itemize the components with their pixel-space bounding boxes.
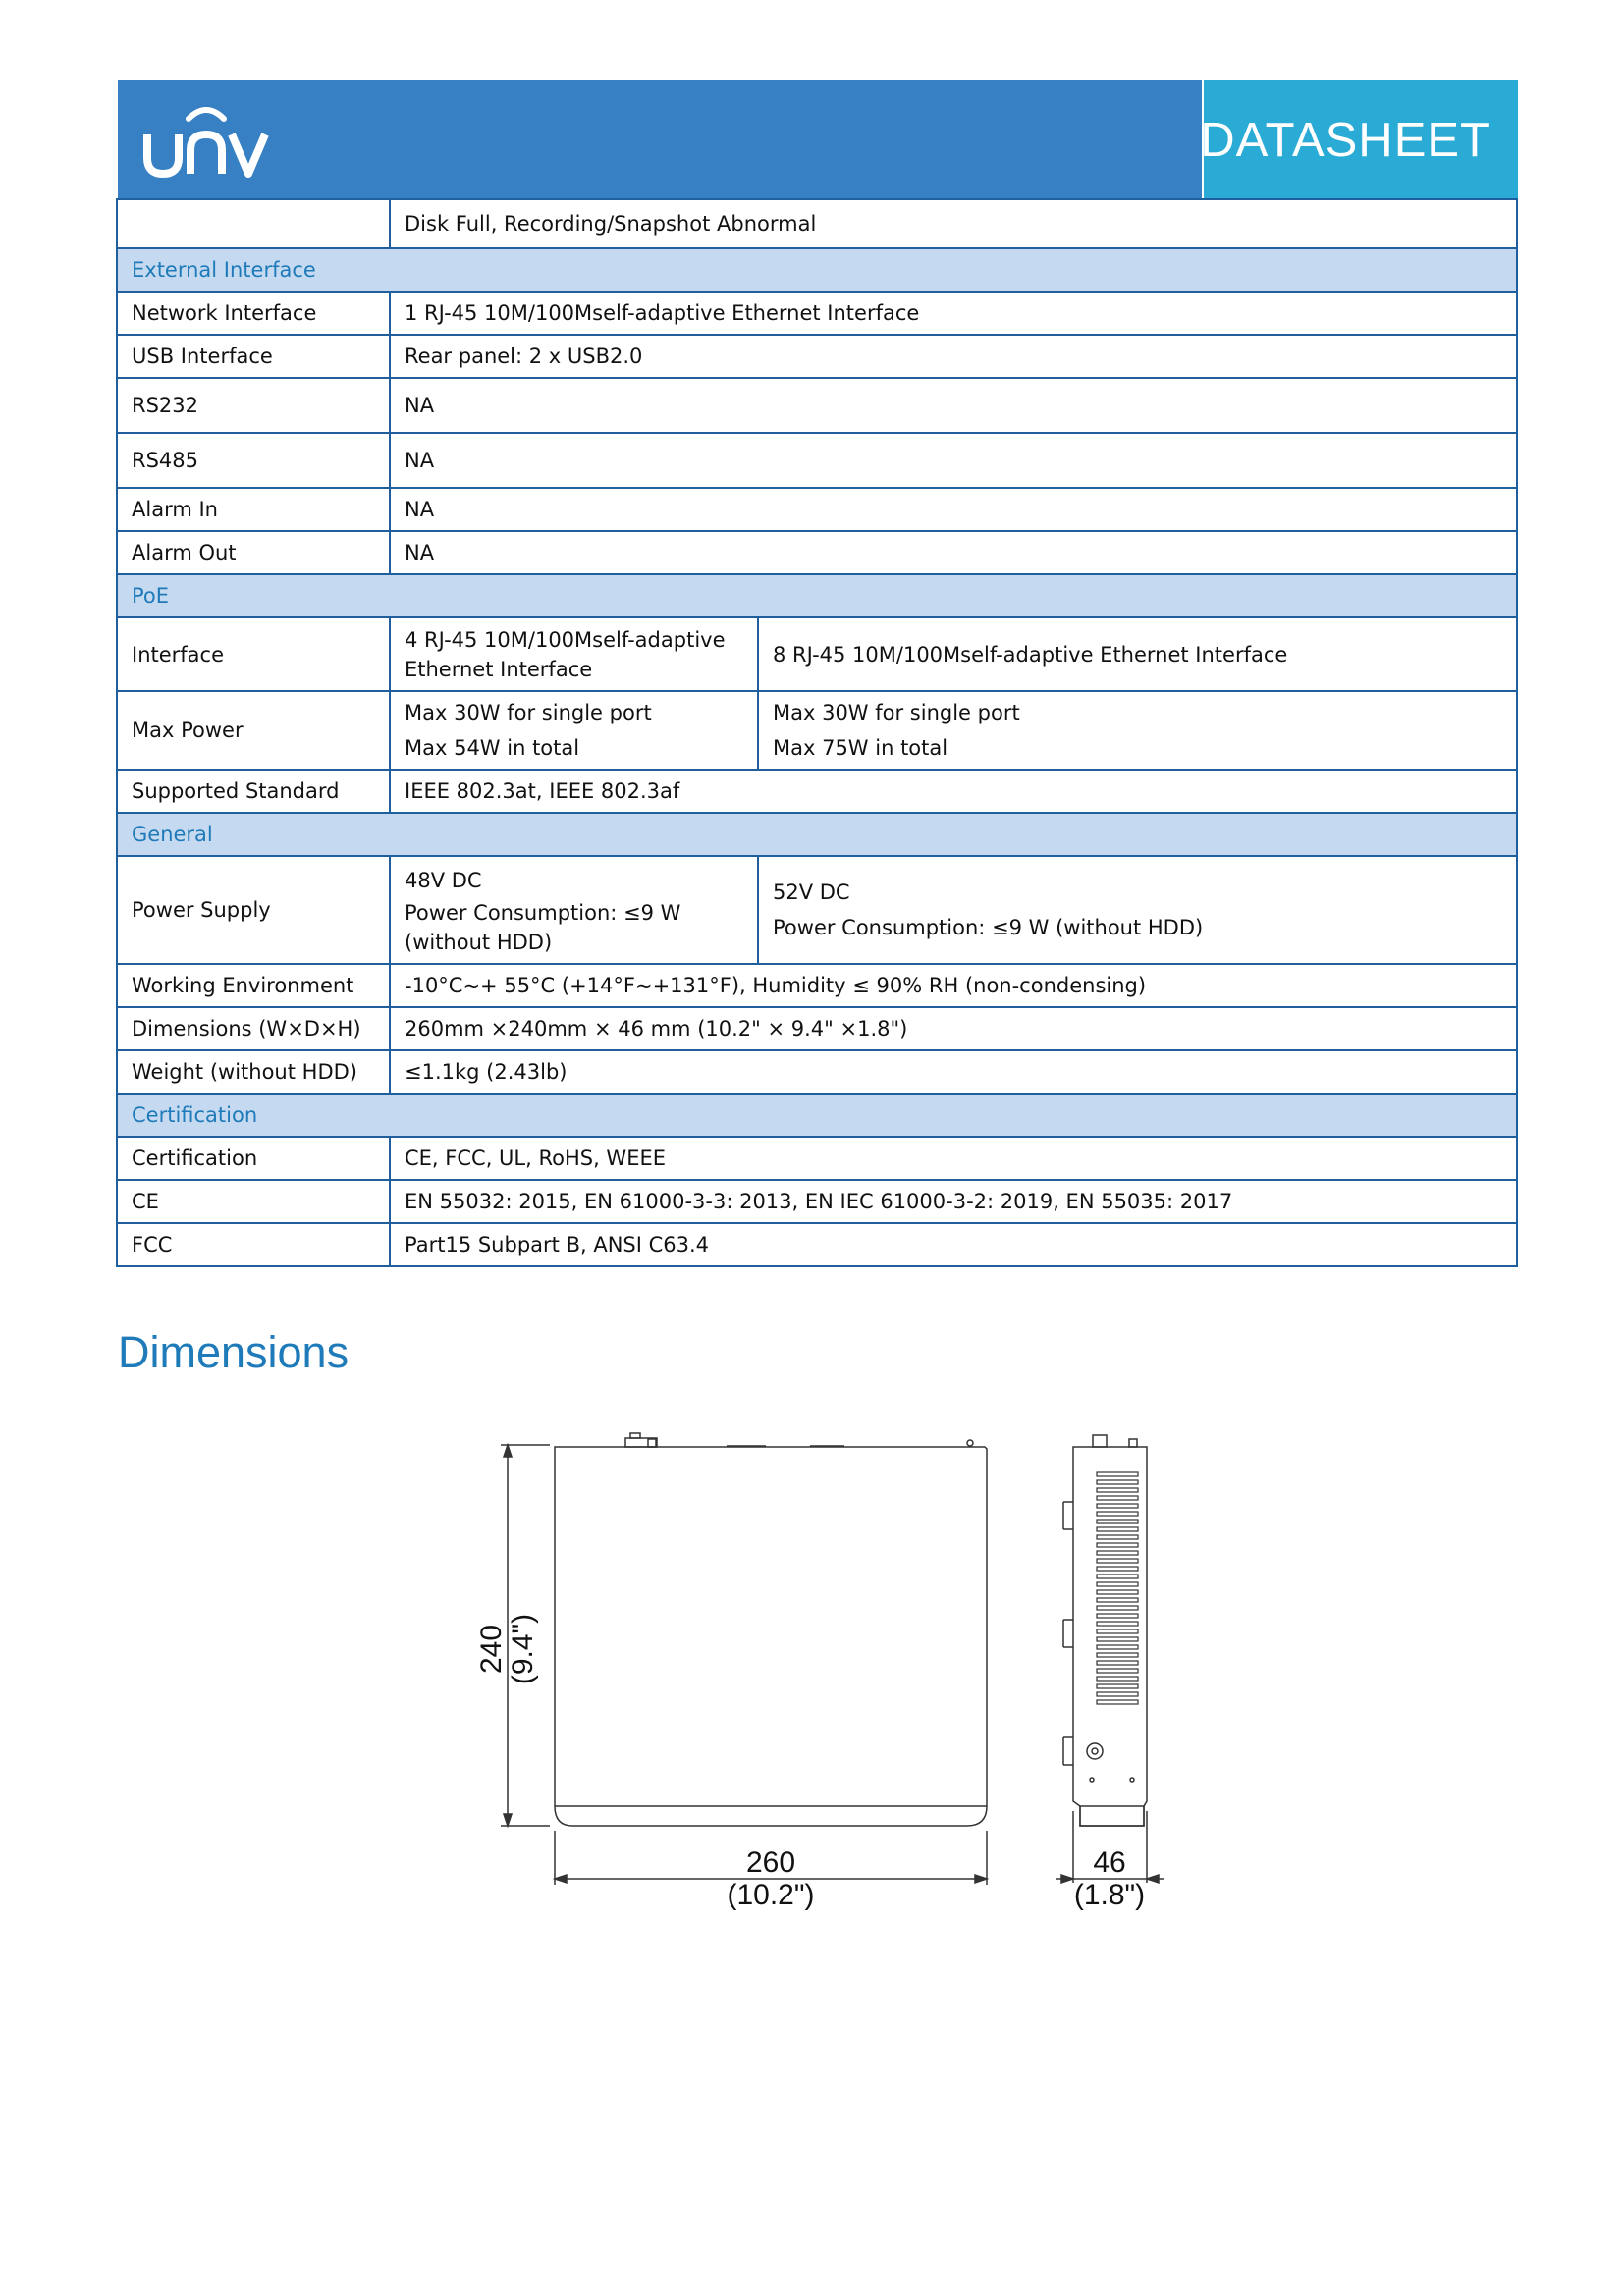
value-cell: Rear panel: 2 x USB2.0 (390, 335, 1517, 378)
dimensions-heading: Dimensions (118, 1327, 350, 1377)
label-cell: Alarm Out (117, 531, 390, 574)
label-cell: Dimensions (W×D×H) (117, 1007, 390, 1050)
vent-slots (1097, 1472, 1138, 1704)
table-row (117, 488, 1517, 531)
label-cell: RS485 (117, 433, 390, 488)
value-cell: EN 55032: 2015, EN 61000-3-3: 2013, EN IEC 61000-3-2: 2019, EN 55035: 2017 (390, 1180, 1517, 1223)
value-cell (758, 691, 1517, 770)
value-line: 4 RJ-45 10M/100Mself-adaptive (405, 627, 726, 652)
value-cell: NA (390, 433, 1517, 488)
table-row (117, 1137, 1517, 1180)
section-title: PoE (117, 574, 1517, 617)
height-mm-label: 46 (1093, 1846, 1126, 1879)
label-cell: Power Supply (117, 856, 390, 964)
value-line: Power Consumption: ≤9 W (without HDD) (773, 916, 1204, 939)
value-line: Max 75W in total (773, 736, 948, 760)
label-cell (117, 199, 390, 248)
value-line: 52V DC (773, 881, 850, 904)
label-cell: Working Environment (117, 964, 390, 1007)
value-cell (390, 617, 758, 691)
label-cell: Certification (117, 1137, 390, 1180)
value-line: Power Consumption: ≤9 W (405, 901, 681, 925)
depth-in-label: (9.4") (507, 1613, 539, 1685)
table-row (117, 531, 1517, 574)
section-row-certification (117, 1094, 1517, 1137)
value-line: (without HDD) (405, 931, 553, 954)
table-row (117, 617, 1517, 691)
value-cell: Disk Full, Recording/Snapshot Abnormal (390, 199, 1517, 248)
table-row (117, 335, 1517, 378)
table-row (117, 691, 1517, 770)
value-cell: NA (390, 531, 1517, 574)
value-line: Max 30W for single port (773, 701, 1020, 724)
value-cell: Part15 Subpart B, ANSI C63.4 (390, 1223, 1517, 1266)
label-cell: Alarm In (117, 488, 390, 531)
value-line: Max 54W in total (405, 736, 580, 760)
label-cell: FCC (117, 1223, 390, 1266)
table-row (117, 433, 1517, 488)
value-cell: NA (390, 378, 1517, 433)
datasheet-title: DATASHEET (1200, 114, 1490, 167)
label-cell: Network Interface (117, 292, 390, 335)
spec-table (116, 198, 1518, 1267)
table-row (117, 199, 1517, 248)
section-title: External Interface (117, 248, 1517, 292)
height-in-label: (1.8") (1073, 1879, 1146, 1911)
label-cell: Interface (117, 617, 390, 691)
dimension-drawing (471, 1414, 1198, 1944)
unv-logo (137, 97, 275, 186)
width-in-label: (10.2") (727, 1879, 815, 1911)
top-view-outline (555, 1447, 987, 1826)
value-cell (390, 856, 758, 964)
label-cell: CE (117, 1180, 390, 1223)
value-cell: ≤1.1kg (2.43lb) (390, 1050, 1517, 1094)
table-row (117, 770, 1517, 813)
value-cell: IEEE 802.3at, IEEE 802.3af (390, 770, 1517, 813)
label-cell: Max Power (117, 691, 390, 770)
section-row-poe (117, 574, 1517, 617)
table-row (117, 292, 1517, 335)
label-cell: USB Interface (117, 335, 390, 378)
label-cell: RS232 (117, 378, 390, 433)
section-row-external (117, 248, 1517, 292)
section-title: Certification (117, 1094, 1517, 1137)
section-title: General (117, 813, 1517, 856)
table-row (117, 856, 1517, 964)
value-cell: NA (390, 488, 1517, 531)
table-row (117, 964, 1517, 1007)
value-cell: 8 RJ-45 10M/100Mself-adaptive Ethernet Interface (758, 617, 1517, 691)
table-row (117, 1007, 1517, 1050)
banner-title-box (1200, 80, 1518, 199)
value-line: Max 30W for single port (405, 701, 652, 724)
width-mm-label: 260 (745, 1846, 796, 1879)
table-row (117, 1223, 1517, 1266)
value-cell (758, 856, 1517, 964)
table-row (117, 1180, 1517, 1223)
value-line: Ethernet Interface (405, 657, 593, 681)
value-cell: CE, FCC, UL, RoHS, WEEE (390, 1137, 1517, 1180)
value-cell: 1 RJ-45 10M/100Mself-adaptive Ethernet Interface (390, 292, 1517, 335)
header-banner (118, 80, 1518, 199)
table-row (117, 1050, 1517, 1094)
section-row-general (117, 813, 1517, 856)
value-cell: 260mm ×240mm × 46 mm (10.2" × 9.4" ×1.8") (390, 1007, 1517, 1050)
depth-mm-label: 240 (475, 1624, 508, 1675)
banner-main (118, 80, 1202, 199)
value-line: 48V DC (405, 869, 482, 892)
table-row (117, 378, 1517, 433)
value-cell (390, 691, 758, 770)
label-cell: Weight (without HDD) (117, 1050, 390, 1094)
label-cell: Supported Standard (117, 770, 390, 813)
value-cell: -10°C~+ 55°C (+14°F~+131°F), Humidity ≤ 90% RH (non-condensing) (390, 964, 1517, 1007)
